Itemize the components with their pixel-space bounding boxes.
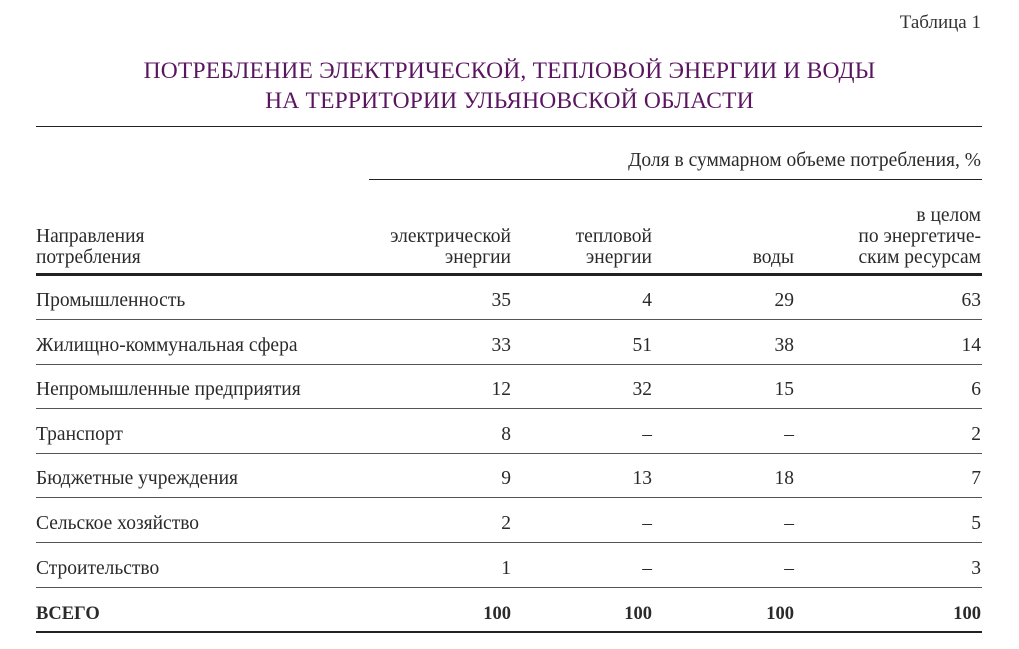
cell-water: –	[784, 557, 794, 579]
cell-total: 5	[971, 513, 981, 534]
header-electric: электрической энергии	[390, 226, 511, 268]
cell-electric: 12	[491, 379, 511, 401]
row-label: Жилищно-коммунальная сфера	[36, 334, 298, 356]
table-title	[0, 56, 1019, 116]
row-label: Бюджетные учреждения	[36, 468, 239, 490]
cell-thermal: –	[642, 557, 652, 579]
cell-total: 7	[971, 468, 981, 490]
row-divider	[36, 587, 982, 588]
cell-total: 6	[971, 379, 981, 401]
cell-thermal: 32	[632, 379, 652, 401]
cell-thermal: –	[642, 423, 652, 445]
header-direction: Направления потребления	[36, 226, 145, 268]
header-rule	[36, 273, 982, 276]
cell-water: 100	[766, 604, 794, 625]
row-divider	[36, 453, 982, 454]
row-divider	[36, 497, 982, 498]
cell-water: 15	[774, 379, 794, 401]
cell-total: 2	[971, 423, 981, 445]
title-line-1: ПОТРЕБЛЕНИЕ ЭЛЕКТРИЧЕСКОЙ, ТЕПЛОВОЙ ЭНЕРГИИ И ВОДЫ	[143, 58, 876, 84]
cell-electric: 8	[501, 423, 511, 445]
group-header: Доля в суммарном объеме потребления, %	[628, 150, 981, 171]
cell-water: 38	[774, 334, 794, 356]
cell-thermal: –	[642, 513, 652, 534]
group-header-rule	[369, 179, 982, 180]
cell-water: 18	[774, 468, 794, 490]
bottom-rule	[36, 631, 982, 633]
cell-water: 29	[774, 290, 794, 311]
row-label: Сельское хозяйство	[36, 513, 200, 534]
cell-electric: 35	[491, 290, 511, 311]
cell-water: –	[784, 423, 794, 445]
cell-total: 63	[961, 290, 981, 311]
cell-electric: 1	[501, 557, 511, 579]
cell-electric: 33	[491, 334, 511, 356]
cell-electric: 2	[501, 513, 511, 534]
row-label: Строительство	[36, 557, 160, 579]
cell-thermal: 51	[632, 334, 652, 356]
table-label: Таблица 1	[899, 12, 981, 33]
cell-total: 100	[953, 604, 981, 625]
header-water: воды	[752, 247, 794, 268]
cell-electric: 9	[501, 468, 511, 490]
row-label: Промышленность	[36, 290, 186, 311]
cell-water: –	[784, 513, 794, 534]
cell-thermal: 13	[632, 468, 652, 490]
header-thermal: тепловой энергии	[575, 226, 652, 268]
row-divider	[36, 319, 982, 320]
row-label: Непромышленные предприятия	[36, 379, 301, 401]
cell-electric: 100	[483, 604, 511, 625]
cell-thermal: 4	[642, 290, 652, 311]
cell-total: 3	[971, 557, 981, 579]
row-label: ВСЕГО	[36, 604, 100, 625]
cell-thermal: 100	[624, 604, 652, 625]
row-label: Транспорт	[36, 423, 123, 445]
top-rule	[36, 126, 982, 127]
row-divider	[36, 364, 982, 365]
row-divider	[36, 542, 982, 543]
cell-total: 14	[961, 334, 981, 356]
header-total: в целом по энергетиче- ским ресурсам	[858, 205, 981, 268]
row-divider	[36, 408, 982, 409]
title-line-2: НА ТЕРРИТОРИИ УЛЬЯНОВСКОЙ ОБЛАСТИ	[265, 88, 754, 114]
